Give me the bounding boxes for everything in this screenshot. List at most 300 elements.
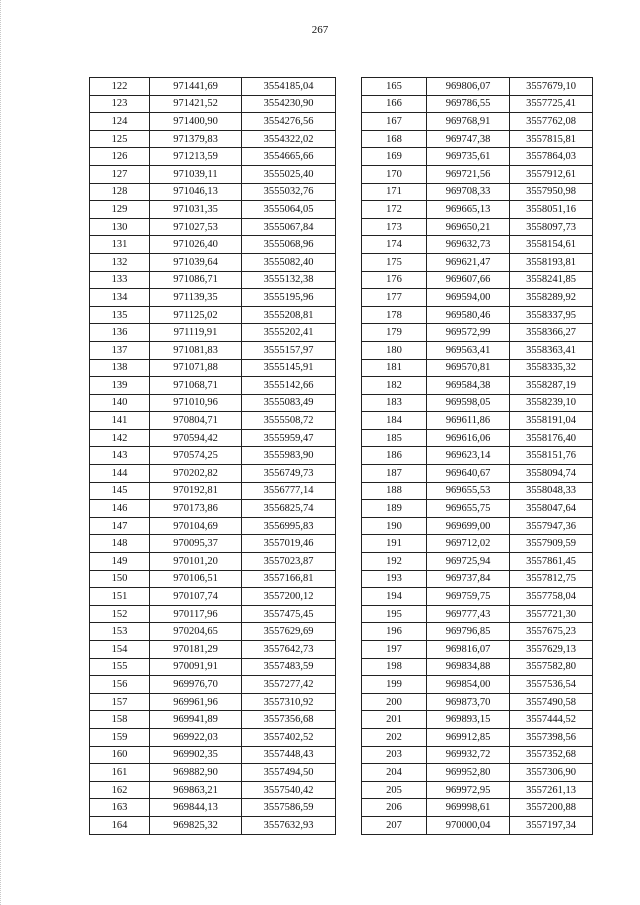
table-row [362,429,593,447]
table-row [90,465,336,483]
table-row [362,799,593,817]
table-row [362,341,593,359]
y-coordinate-cell: 3556749,73 [242,465,336,483]
x-coordinate-cell: 970104,69 [150,517,242,535]
page-left-edge [0,0,4,905]
x-coordinate-cell: 969912,85 [427,728,510,746]
point-number-cell: 153 [90,623,150,641]
x-coordinate-cell: 971086,71 [150,271,242,289]
x-coordinate-cell: 970106,51 [150,570,242,588]
x-coordinate-cell: 969632,73 [427,236,510,254]
point-number-cell: 190 [362,517,427,535]
y-coordinate-cell: 3557310,92 [242,693,336,711]
y-coordinate-cell: 3555208,81 [242,306,336,324]
y-coordinate-cell: 3555145,91 [242,359,336,377]
point-number-cell: 146 [90,500,150,518]
y-coordinate-cell: 3558176,40 [510,429,593,447]
table-row [90,447,336,465]
point-number-cell: 169 [362,148,427,166]
y-coordinate-cell: 3557494,50 [242,764,336,782]
point-number-cell: 144 [90,465,150,483]
point-number-cell: 128 [90,183,150,201]
y-coordinate-cell: 3557812,75 [510,570,593,588]
x-coordinate-cell: 969777,43 [427,605,510,623]
x-coordinate-cell: 971213,59 [150,148,242,166]
x-coordinate-cell: 970117,96 [150,605,242,623]
table-row [362,394,593,412]
y-coordinate-cell: 3558051,16 [510,201,593,219]
point-number-cell: 133 [90,271,150,289]
y-coordinate-cell: 3557815,81 [510,130,593,148]
point-number-cell: 125 [90,130,150,148]
point-number-cell: 130 [90,218,150,236]
table-row [362,588,593,606]
y-coordinate-cell: 3558151,76 [510,447,593,465]
table-row [362,623,593,641]
y-coordinate-cell: 3557950,98 [510,183,593,201]
point-number-cell: 166 [362,95,427,113]
point-number-cell: 137 [90,341,150,359]
table-row [362,676,593,694]
table-row [90,816,336,834]
table-row [90,429,336,447]
y-coordinate-cell: 3558191,04 [510,412,593,430]
table-row [90,324,336,342]
y-coordinate-cell: 3557166,81 [242,570,336,588]
point-number-cell: 199 [362,676,427,694]
y-coordinate-cell: 3557356,68 [242,711,336,729]
y-coordinate-cell: 3557261,13 [510,781,593,799]
y-coordinate-cell: 3558193,81 [510,253,593,271]
table-row [362,130,593,148]
point-number-cell: 140 [90,394,150,412]
x-coordinate-cell: 969816,07 [427,641,510,659]
x-coordinate-cell: 969972,95 [427,781,510,799]
point-number-cell: 203 [362,746,427,764]
x-coordinate-cell: 969570,81 [427,359,510,377]
y-coordinate-cell: 3557642,73 [242,641,336,659]
table-row [90,201,336,219]
table-row [362,781,593,799]
x-coordinate-cell: 969598,05 [427,394,510,412]
table-row [362,693,593,711]
y-coordinate-cell: 3557490,58 [510,693,593,711]
table-row [362,711,593,729]
table-row [362,570,593,588]
y-coordinate-cell: 3557540,42 [242,781,336,799]
point-number-cell: 183 [362,394,427,412]
point-number-cell: 138 [90,359,150,377]
point-number-cell: 159 [90,728,150,746]
x-coordinate-cell: 971026,40 [150,236,242,254]
table-row [362,447,593,465]
point-number-cell: 124 [90,113,150,131]
x-coordinate-cell: 969863,21 [150,781,242,799]
table-row [90,693,336,711]
point-number-cell: 143 [90,447,150,465]
x-coordinate-cell: 971039,11 [150,165,242,183]
table-row [362,728,593,746]
point-number-cell: 129 [90,201,150,219]
table-row [362,377,593,395]
table-row [90,271,336,289]
table-row [362,465,593,483]
y-coordinate-cell: 3557475,45 [242,605,336,623]
point-number-cell: 201 [362,711,427,729]
y-coordinate-cell: 3557861,45 [510,553,593,571]
point-number-cell: 145 [90,482,150,500]
y-coordinate-cell: 3557200,12 [242,588,336,606]
x-coordinate-cell: 969665,13 [427,201,510,219]
table-row [90,236,336,254]
x-coordinate-cell: 970574,25 [150,447,242,465]
coordinates-table-right [361,77,593,835]
point-number-cell: 179 [362,324,427,342]
point-number-cell: 172 [362,201,427,219]
table-row [90,130,336,148]
y-coordinate-cell: 3557586,59 [242,799,336,817]
table-row [90,676,336,694]
point-number-cell: 184 [362,412,427,430]
point-number-cell: 151 [90,588,150,606]
y-coordinate-cell: 3557909,59 [510,535,593,553]
table-row [90,746,336,764]
table-row [362,306,593,324]
x-coordinate-cell: 969941,89 [150,711,242,729]
y-coordinate-cell: 3557679,10 [510,78,593,96]
y-coordinate-cell: 3555195,96 [242,289,336,307]
point-number-cell: 148 [90,535,150,553]
y-coordinate-cell: 3558047,64 [510,500,593,518]
table-row [90,500,336,518]
point-number-cell: 192 [362,553,427,571]
table-row [90,78,336,96]
x-coordinate-cell: 969961,96 [150,693,242,711]
table-row [90,570,336,588]
point-number-cell: 189 [362,500,427,518]
point-number-cell: 123 [90,95,150,113]
point-number-cell: 171 [362,183,427,201]
table-row [362,324,593,342]
y-coordinate-cell: 3557758,04 [510,588,593,606]
point-number-cell: 196 [362,623,427,641]
x-coordinate-cell: 969737,84 [427,570,510,588]
y-coordinate-cell: 3558337,95 [510,306,593,324]
y-coordinate-cell: 3557352,68 [510,746,593,764]
y-coordinate-cell: 3558287,19 [510,377,593,395]
x-coordinate-cell: 969796,85 [427,623,510,641]
table-row [90,218,336,236]
point-number-cell: 127 [90,165,150,183]
y-coordinate-cell: 3555032,76 [242,183,336,201]
point-number-cell: 177 [362,289,427,307]
point-number-cell: 193 [362,570,427,588]
point-number-cell: 135 [90,306,150,324]
point-number-cell: 200 [362,693,427,711]
point-number-cell: 188 [362,482,427,500]
y-coordinate-cell: 3557864,03 [510,148,593,166]
point-number-cell: 174 [362,236,427,254]
x-coordinate-cell: 969932,72 [427,746,510,764]
x-coordinate-cell: 969806,07 [427,78,510,96]
y-coordinate-cell: 3557483,59 [242,658,336,676]
point-number-cell: 194 [362,588,427,606]
table-row [362,605,593,623]
x-coordinate-cell: 970594,42 [150,429,242,447]
x-coordinate-cell: 970101,20 [150,553,242,571]
point-number-cell: 202 [362,728,427,746]
x-coordinate-cell: 969580,46 [427,306,510,324]
y-coordinate-cell: 3555157,97 [242,341,336,359]
y-coordinate-cell: 3555082,40 [242,253,336,271]
x-coordinate-cell: 969607,66 [427,271,510,289]
table-row [90,148,336,166]
point-number-cell: 152 [90,605,150,623]
x-coordinate-cell: 969759,75 [427,588,510,606]
x-coordinate-cell: 971027,53 [150,218,242,236]
point-number-cell: 142 [90,429,150,447]
x-coordinate-cell: 970202,82 [150,465,242,483]
x-coordinate-cell: 969893,15 [427,711,510,729]
table-row [362,78,593,96]
table-row [362,535,593,553]
y-coordinate-cell: 3557277,42 [242,676,336,694]
table-row [362,95,593,113]
x-coordinate-cell: 970192,81 [150,482,242,500]
table-row [362,271,593,289]
table-row [362,113,593,131]
x-coordinate-cell: 971139,35 [150,289,242,307]
point-number-cell: 206 [362,799,427,817]
y-coordinate-cell: 3555959,47 [242,429,336,447]
x-coordinate-cell: 969640,67 [427,465,510,483]
point-number-cell: 158 [90,711,150,729]
point-number-cell: 160 [90,746,150,764]
y-coordinate-cell: 3558289,92 [510,289,593,307]
y-coordinate-cell: 3557402,52 [242,728,336,746]
table-row [362,641,593,659]
y-coordinate-cell: 3558241,85 [510,271,593,289]
x-coordinate-cell: 969998,61 [427,799,510,817]
y-coordinate-cell: 3554230,90 [242,95,336,113]
y-coordinate-cell: 3558097,73 [510,218,593,236]
table-row [362,553,593,571]
point-number-cell: 122 [90,78,150,96]
x-coordinate-cell: 971400,90 [150,113,242,131]
point-number-cell: 195 [362,605,427,623]
y-coordinate-cell: 3556825,74 [242,500,336,518]
y-coordinate-cell: 3557632,93 [242,816,336,834]
table-row [90,482,336,500]
y-coordinate-cell: 3556995,83 [242,517,336,535]
x-coordinate-cell: 969976,70 [150,676,242,694]
table-row [90,764,336,782]
x-coordinate-cell: 970804,71 [150,412,242,430]
x-coordinate-cell: 971421,52 [150,95,242,113]
table-row [362,165,593,183]
table-row [90,605,336,623]
x-coordinate-cell: 970107,74 [150,588,242,606]
point-number-cell: 157 [90,693,150,711]
x-coordinate-cell: 969650,21 [427,218,510,236]
table-row [90,183,336,201]
y-coordinate-cell: 3557019,46 [242,535,336,553]
point-number-cell: 204 [362,764,427,782]
table-row [362,482,593,500]
page-number: 267 [311,24,329,36]
y-coordinate-cell: 3555083,49 [242,394,336,412]
x-coordinate-cell: 970173,86 [150,500,242,518]
point-number-cell: 198 [362,658,427,676]
y-coordinate-cell: 3557536,54 [510,676,593,694]
y-coordinate-cell: 3555025,40 [242,165,336,183]
table-row [362,658,593,676]
x-coordinate-cell: 969721,56 [427,165,510,183]
table-row [90,253,336,271]
coordinates-table-left [89,77,336,835]
x-coordinate-cell: 969655,53 [427,482,510,500]
point-number-cell: 176 [362,271,427,289]
table-row [90,588,336,606]
y-coordinate-cell: 3554322,02 [242,130,336,148]
table-row [90,377,336,395]
point-number-cell: 126 [90,148,150,166]
x-coordinate-cell: 969922,03 [150,728,242,746]
point-number-cell: 155 [90,658,150,676]
point-number-cell: 134 [90,289,150,307]
x-coordinate-cell: 969584,38 [427,377,510,395]
table-row [362,289,593,307]
y-coordinate-cell: 3555067,84 [242,218,336,236]
x-coordinate-cell: 969902,35 [150,746,242,764]
table-row [90,711,336,729]
x-coordinate-cell: 971081,83 [150,341,242,359]
point-number-cell: 191 [362,535,427,553]
x-coordinate-cell: 971039,64 [150,253,242,271]
y-coordinate-cell: 3557629,69 [242,623,336,641]
y-coordinate-cell: 3558048,33 [510,482,593,500]
x-coordinate-cell: 969952,80 [427,764,510,782]
table-row [362,183,593,201]
table-row [90,394,336,412]
point-number-cell: 175 [362,253,427,271]
point-number-cell: 173 [362,218,427,236]
table-row [362,764,593,782]
point-number-cell: 187 [362,465,427,483]
y-coordinate-cell: 3557444,52 [510,711,593,729]
table-row [362,500,593,518]
y-coordinate-cell: 3557721,30 [510,605,593,623]
y-coordinate-cell: 3558154,61 [510,236,593,254]
x-coordinate-cell: 969655,75 [427,500,510,518]
y-coordinate-cell: 3557306,90 [510,764,593,782]
point-number-cell: 147 [90,517,150,535]
y-coordinate-cell: 3558239,10 [510,394,593,412]
table-row [362,201,593,219]
point-number-cell: 185 [362,429,427,447]
x-coordinate-cell: 970091,91 [150,658,242,676]
x-coordinate-cell: 971441,69 [150,78,242,96]
table-row [90,95,336,113]
table-row [90,113,336,131]
x-coordinate-cell: 970095,37 [150,535,242,553]
table-row [90,359,336,377]
y-coordinate-cell: 3555142,66 [242,377,336,395]
x-coordinate-cell: 971379,83 [150,130,242,148]
x-coordinate-cell: 969563,41 [427,341,510,359]
y-coordinate-cell: 3558094,74 [510,465,593,483]
y-coordinate-cell: 3557947,36 [510,517,593,535]
y-coordinate-cell: 3557629,13 [510,641,593,659]
point-number-cell: 167 [362,113,427,131]
x-coordinate-cell: 969708,33 [427,183,510,201]
point-number-cell: 180 [362,341,427,359]
y-coordinate-cell: 3557398,56 [510,728,593,746]
point-number-cell: 168 [362,130,427,148]
x-coordinate-cell: 971125,02 [150,306,242,324]
x-coordinate-cell: 969768,91 [427,113,510,131]
x-coordinate-cell: 971031,35 [150,201,242,219]
x-coordinate-cell: 969882,90 [150,764,242,782]
y-coordinate-cell: 3558366,27 [510,324,593,342]
table-row [90,781,336,799]
point-number-cell: 181 [362,359,427,377]
table-row [90,623,336,641]
table-row [90,553,336,571]
x-coordinate-cell: 969611,86 [427,412,510,430]
x-coordinate-cell: 969844,13 [150,799,242,817]
y-coordinate-cell: 3555983,90 [242,447,336,465]
table-row [90,658,336,676]
point-number-cell: 170 [362,165,427,183]
y-coordinate-cell: 3555202,41 [242,324,336,342]
point-number-cell: 207 [362,816,427,834]
table-row [90,289,336,307]
y-coordinate-cell: 3557725,41 [510,95,593,113]
table-row [362,746,593,764]
point-number-cell: 164 [90,816,150,834]
table-row [362,816,593,834]
y-coordinate-cell: 3555068,96 [242,236,336,254]
table-row [90,306,336,324]
point-number-cell: 205 [362,781,427,799]
point-number-cell: 139 [90,377,150,395]
table-row [362,236,593,254]
x-coordinate-cell: 969699,00 [427,517,510,535]
y-coordinate-cell: 3556777,14 [242,482,336,500]
y-coordinate-cell: 3557023,87 [242,553,336,571]
table-row [90,517,336,535]
x-coordinate-cell: 969621,47 [427,253,510,271]
x-coordinate-cell: 969873,70 [427,693,510,711]
x-coordinate-cell: 971010,96 [150,394,242,412]
table-row [362,412,593,430]
x-coordinate-cell: 969712,02 [427,535,510,553]
table-row [90,341,336,359]
x-coordinate-cell: 970000,04 [427,816,510,834]
x-coordinate-cell: 971119,91 [150,324,242,342]
point-number-cell: 156 [90,676,150,694]
table-row [362,148,593,166]
point-number-cell: 178 [362,306,427,324]
point-number-cell: 141 [90,412,150,430]
table-row [90,535,336,553]
y-coordinate-cell: 3554276,56 [242,113,336,131]
point-number-cell: 132 [90,253,150,271]
table-row [362,359,593,377]
table-row [90,641,336,659]
x-coordinate-cell: 969572,99 [427,324,510,342]
